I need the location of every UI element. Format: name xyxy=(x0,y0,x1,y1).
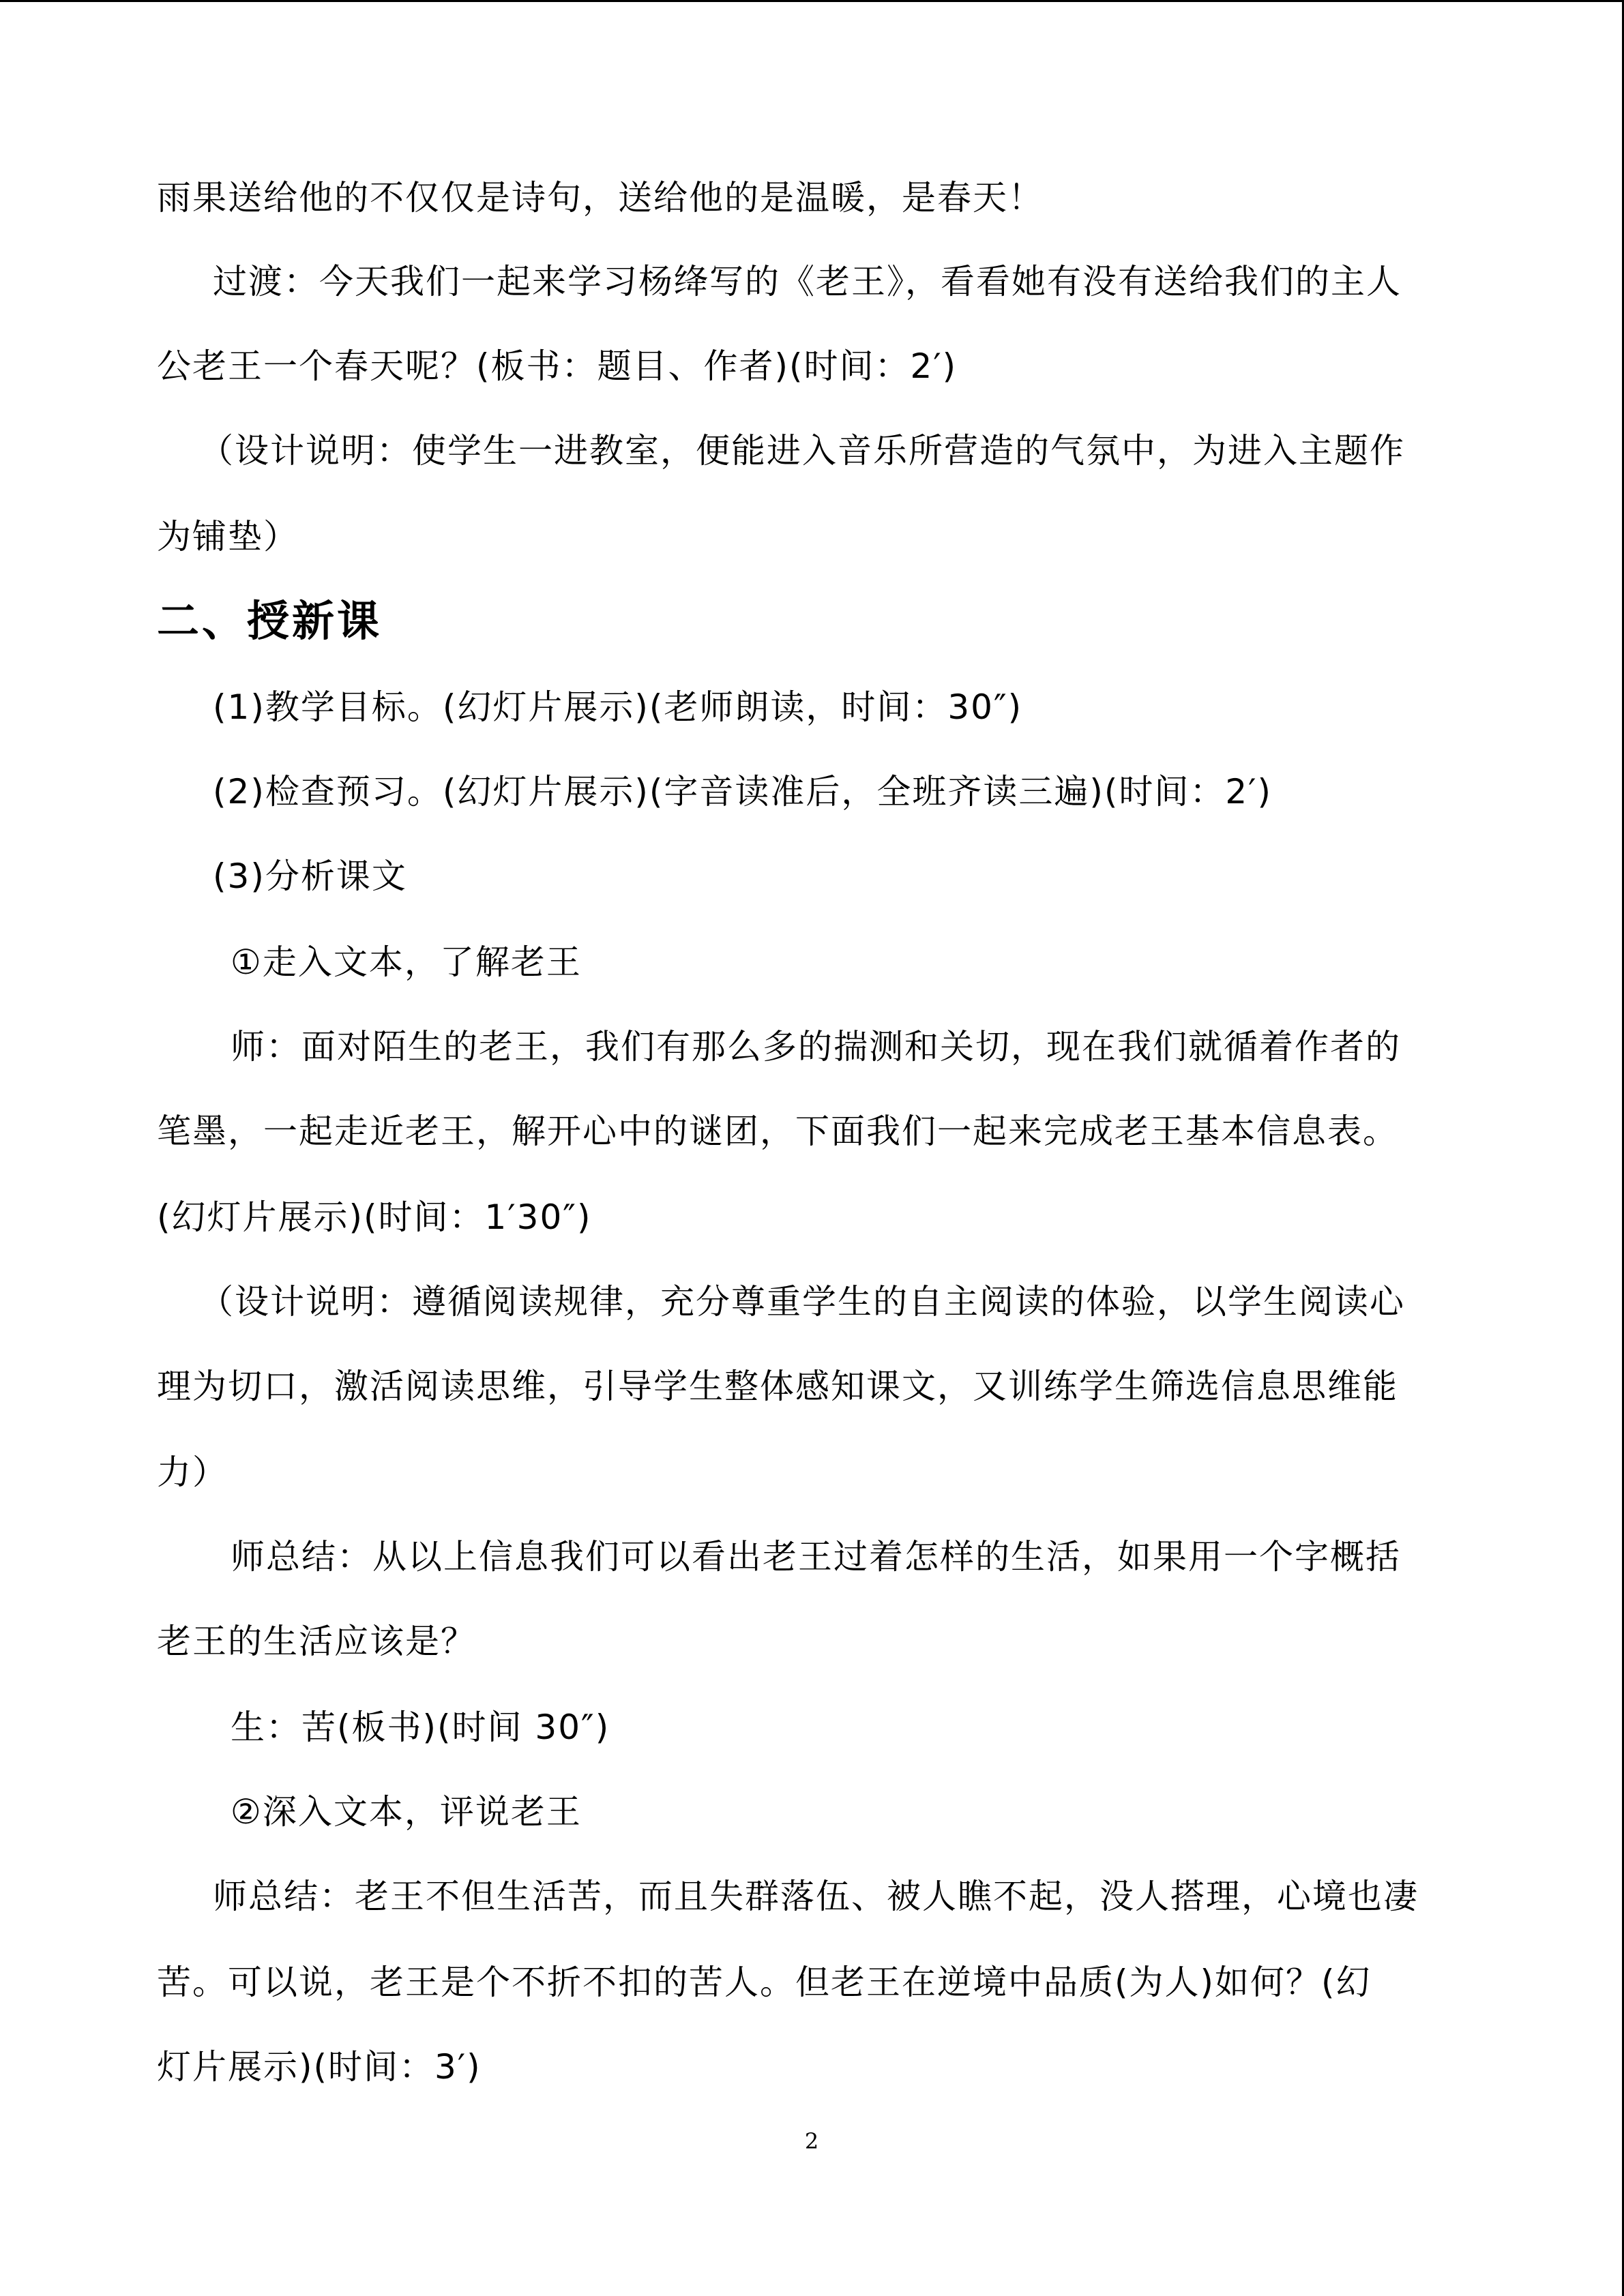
text-line: 生：苦(板书)(时间 30″) xyxy=(231,1708,610,1747)
text-line: 老王的生活应该是？ xyxy=(157,1622,476,1661)
text-line: 笔墨，一起走近老王，解开心中的谜团，下面我们一起来完成老王基本信息表。 xyxy=(157,1112,1398,1151)
text-line: 师：面对陌生的老王，我们有那么多的揣测和关切，现在我们就循着作者的 xyxy=(231,1027,1401,1067)
text-line: 灯片展示)(时间：3′) xyxy=(157,2047,482,2087)
text-line: （设计说明：遵循阅读规律，充分尊重学生的自主阅读的体验，以学生阅读心 xyxy=(199,1282,1405,1322)
text-line: 力） xyxy=(157,1452,228,1492)
page-top-border xyxy=(0,0,1624,2)
text-line: ①走入文本，了解老王 xyxy=(231,942,582,982)
text-line: 过渡：今天我们一起来学习杨绛写的《老王》，看看她有没有送给我们的主人 xyxy=(213,262,1402,301)
text-line: 理为切口，激活阅读思维，引导学生整体感知课文，又训练学生筛选信息思维能 xyxy=(157,1367,1398,1406)
text-line: (3)分析课文 xyxy=(213,856,407,896)
text-line: 雨果送给他的不仅仅是诗句，送给他的是温暖，是春天！ xyxy=(157,178,1044,218)
text-line: 苦。可以说，老王是个不折不扣的苦人。但老王在逆境中品质(为人)如何？(幻 xyxy=(157,1963,1372,2002)
text-line: 公老王一个春天呢？(板书：题目、作者)(时间：2′) xyxy=(157,346,958,386)
text-line: (1)教学目标。(幻灯片展示)(老师朗读，时间：30″) xyxy=(213,687,1023,727)
text-line: (2)检查预习。(幻灯片展示)(字音读准后，全班齐读三遍)(时间：2′) xyxy=(213,772,1273,811)
text-line: 师总结：老王不但生活苦，而且失群落伍、被人瞧不起，没人搭理，心境也凄 xyxy=(213,1877,1419,1916)
section-heading: 二、授新课 xyxy=(157,596,383,646)
text-line: 师总结：从以上信息我们可以看出老王过着怎样的生活，如果用一个字概括 xyxy=(231,1537,1401,1577)
text-line: ②深入文本，评说老王 xyxy=(231,1792,582,1832)
text-line: （设计说明：使学生一进教室，便能进入音乐所营造的气氛中，为进入主题作 xyxy=(199,431,1405,471)
page-number: 2 xyxy=(804,2128,819,2154)
text-line: (幻灯片展示)(时间：1′30″) xyxy=(157,1197,592,1237)
text-line: 为铺垫） xyxy=(157,517,299,556)
